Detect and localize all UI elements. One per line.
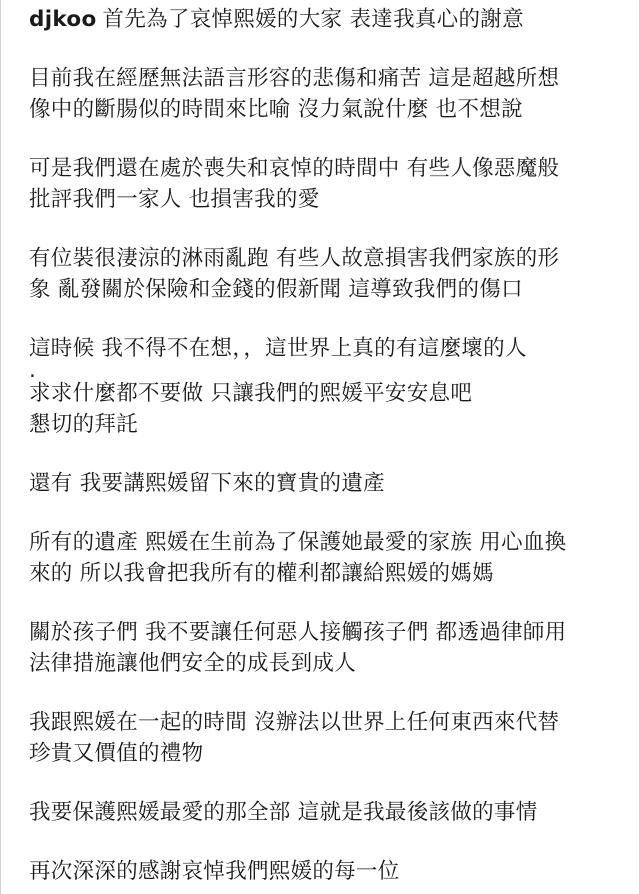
paragraph-line: 求求什麼都不要做 只讓我們的熙媛平安安息吧 [29, 381, 473, 406]
paragraph-line: 珍貴又價值的禮物 [29, 741, 204, 766]
paragraph-8 [29, 617, 629, 679]
paragraph-line: 象 亂發關於保險和金錢的假新聞 這導致我們的傷口 [29, 277, 523, 302]
paragraph-7 [29, 527, 629, 589]
paragraph-line: 再次深深的感謝哀悼我們熙媛的每一位 [29, 859, 400, 884]
paragraph-3 [29, 243, 629, 305]
username[interactable]: djkoo [29, 7, 97, 32]
paragraph-line: 法律措施讓他們安全的成長到成人 [29, 651, 357, 676]
paragraph-line: 可是我們還在處於喪失和哀悼的時間中 有些人像惡魔般 [29, 156, 560, 181]
paragraph-9 [29, 707, 629, 769]
paragraph-10 [29, 797, 629, 828]
paragraph-line: 還有 我要講熙媛留下來的寶貴的遺產 [29, 471, 385, 496]
paragraph-line: 關於孩子們 我不要讓任何惡人接觸孩子們 都透過律師用 [29, 620, 567, 645]
paragraph-6 [29, 468, 629, 499]
paragraph-1 [29, 63, 629, 125]
caption-first-line: 首先為了哀悼熙媛的大家 表達我真心的謝意 [102, 7, 524, 32]
paragraph-line: 我跟熙媛在一起的時間 沒辦法以世界上任何東西來代替 [29, 710, 560, 735]
paragraph-line: 有位裝很淒涼的淋雨亂跑 有些人故意損害我們家族的形 [29, 246, 560, 271]
paragraph-4 [29, 333, 629, 364]
paragraph-line: 懇切的拜託 [29, 412, 139, 437]
paragraph-line: 像中的斷腸似的時間來比喻 沒力氣說什麼 也不想說 [29, 97, 523, 122]
paragraph-line: 目前我在經歷無法語言形容的悲傷和痛苦 這是超越所想 [29, 66, 560, 91]
paragraph-line: 這時候 我不得不在想，，這世界上真的有這麼壞的人 [29, 336, 527, 361]
paragraph-11 [29, 856, 629, 887]
paragraph-line: 所有的遺產 熙媛在生前為了保護她最愛的家族 用心血換 [29, 530, 567, 555]
paragraph-5 [29, 378, 629, 440]
paragraph-line: 批評我們一家人 也損害我的愛 [29, 187, 320, 212]
paragraph-2 [29, 153, 629, 215]
paragraph-line: 來的 所以我會把我所有的權利都讓給熙媛的媽媽 [29, 561, 494, 586]
paragraph-line: 我要保護熙媛最愛的那全部 這就是我最後該做的事情 [29, 800, 538, 825]
post-header-line [29, 4, 629, 35]
dot-separator: . [29, 358, 36, 383]
